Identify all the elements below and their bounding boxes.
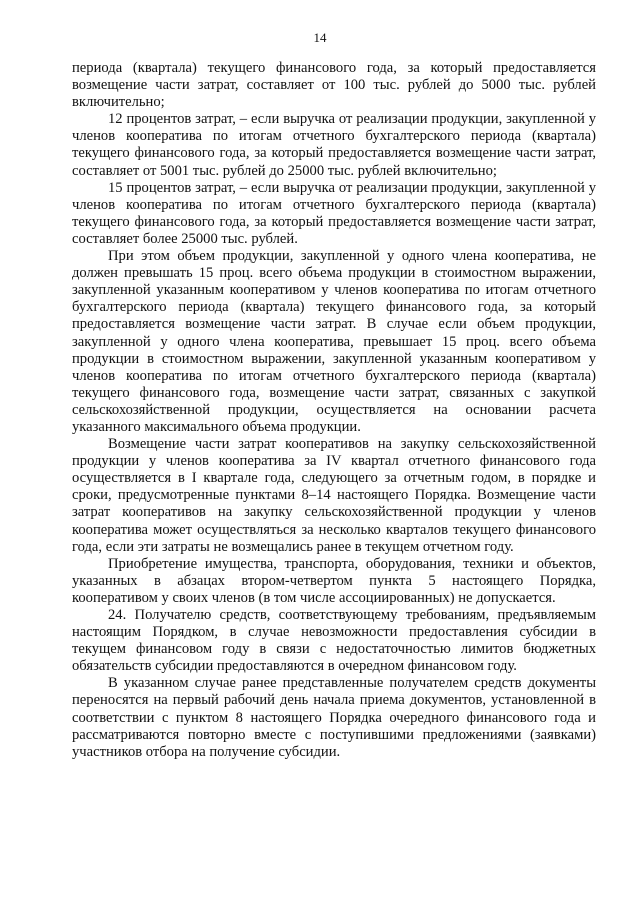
document-body — [72, 60, 596, 761]
paragraph-12-percent: 12 процентов затрат, – если выручка от реализации продукции, закупленной у членов кооператива по итогам отчетного бухгалтерского периода (квартала) текущего финансового года, за который предоставляется возмещение части затрат, составляет от 5001 тыс. рублей до 25000 тыс. рублей включительно; — [72, 111, 596, 179]
paragraph-item-24: 24. Получателю средств, соответствующему требованиям, предъявляемым настоящим Порядком, в случае невозможности предоставления субсидии в текущем финансовом году в связи с недостаточностью лимитов бюджетных обязательств субсидии предоставляются в очередном финансовом году. — [72, 607, 596, 675]
paragraph-documents-transfer: В указанном случае ранее представленные получателем средств документы переносятся на первый рабочий день начала приема документов, установленной в соответствии с пунктом 8 настоящего Порядка очередного финансового года и рассматриваются повторно вместе с поступившими предложениями (заявками) участников отбора на получение субсидии. — [72, 675, 596, 760]
paragraph-property-acquisition: Приобретение имущества, транспорта, оборудования, техники и объектов, указанных в абзацах втором-четвертом пункта 5 настоящего Порядка, кооперативом у своих членов (в том числе ассоциированных) не допускается. — [72, 555, 596, 606]
paragraph-continuation: периода (квартала) текущего финансового года, за который предоставляется возмещение части затрат, составляет от 100 тыс. рублей до 5000 тыс. рублей включительно; — [72, 60, 596, 111]
paragraph-q4-reimbursement: Возмещение части затрат кооперативов на закупку сельскохозяйственной продукции у членов кооператива за IV квартал отчетного финансового года осуществляется в I квартале года, следующего за отчетным годом, в порядке и сроки, предусмотренные пунктами 8–14 настоящего Порядка. Возмещение части затрат кооперативов на закупку сельскохозяйственной продукции у членов кооператива может осуществляться за несколько кварталов текущего финансового года, если эти затраты не возмещались ранее в текущем отчетном году. — [72, 436, 596, 555]
paragraph-15-percent: 15 процентов затрат, – если выручка от реализации продукции, закупленной у членов кооператива по итогам отчетного бухгалтерского периода (квартала) текущего финансового года, за который предоставляется возмещение части затрат, составляет более 25000 тыс. рублей. — [72, 179, 596, 247]
page-number: 14 — [313, 30, 327, 45]
paragraph-volume-limit: При этом объем продукции, закупленной у одного члена кооператива, не должен превышать 15 проц. всего объема продукции в стоимостном выражении, закупленной указанным кооперативом у членов кооператива по итогам отчетного бухгалтерского периода (квартала) текущего финансового года, за который предоставляется возмещение части затрат. В случае если объем продукции, закупленной у одного члена кооператива, превышает 15 проц. всего объема продукции в стоимостном выражении, закупленной указанным кооперативом у членов кооператива по итогам отчетного бухгалтерского периода (квартала) текущего финансового года, возмещение части затрат, связанных с закупкой сельскохозяйственной продукции, осуществляется на основании расчета указанного максимального объема продукции. — [72, 248, 596, 435]
